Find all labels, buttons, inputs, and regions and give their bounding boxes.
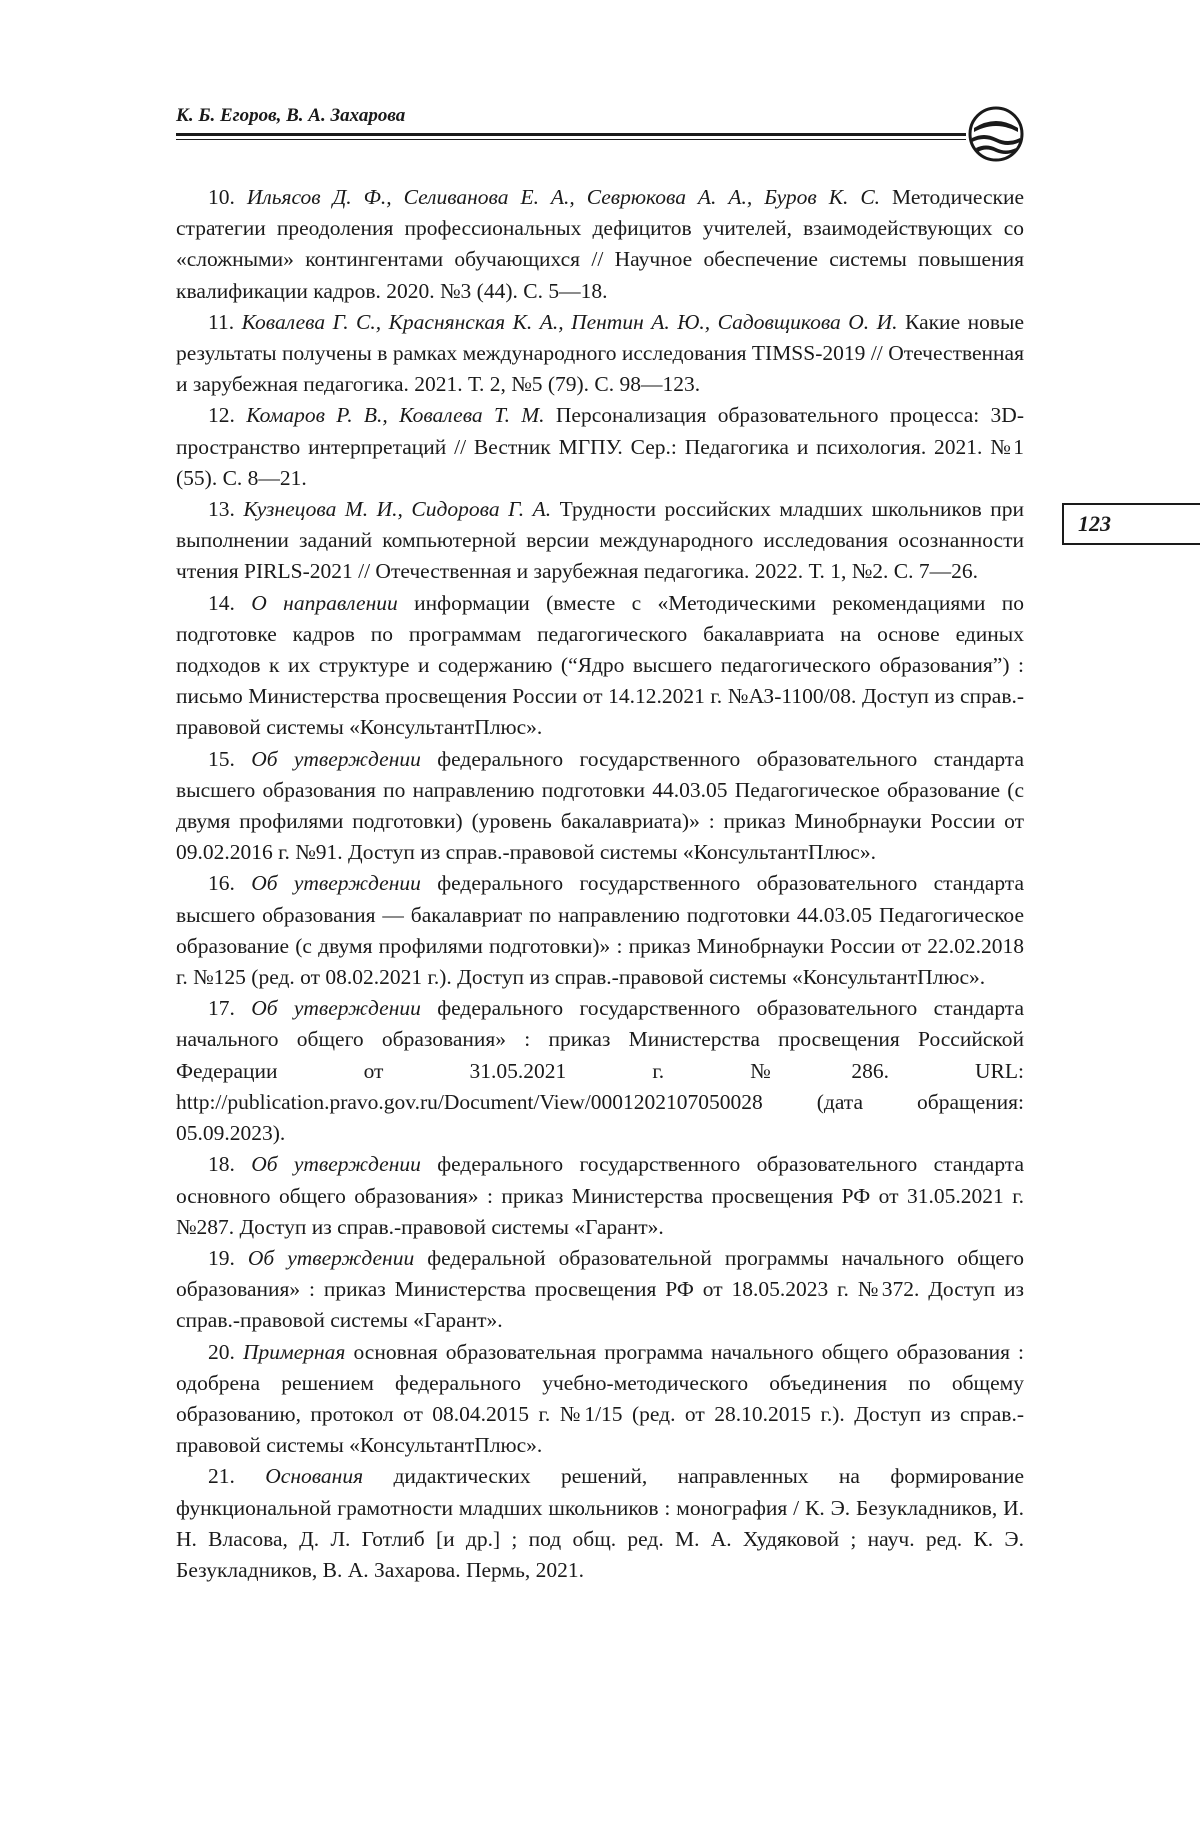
reference-item bbox=[176, 868, 1024, 993]
reference-number: 17. bbox=[208, 996, 235, 1021]
reference-number: 12. bbox=[208, 403, 235, 428]
reference-number: 18. bbox=[208, 1152, 235, 1177]
reference-item bbox=[176, 1337, 1024, 1462]
reference-authors: Об утверждении bbox=[251, 996, 421, 1021]
reference-number: 19. bbox=[208, 1245, 235, 1270]
reference-text: федерального государственного образовательного стандарта высшего образования по направлению подготовки 44.03.05 Педагогическое образование (с двумя профилями подготовки) (уровень бакалавриата)» : приказ Минобрнауки России от 09.02.2016 г. №91. Доступ из справ.-правовой системы «КонсультантПлюс». bbox=[176, 746, 1025, 865]
reference-authors: Ковалева Г. С., Краснянская К. А., Пентин А. Ю., Садовщикова О. И. bbox=[241, 309, 898, 334]
reference-item bbox=[176, 400, 1024, 494]
reference-number: 13. bbox=[208, 497, 235, 522]
reference-number: 14. bbox=[208, 590, 235, 615]
reference-text: Какие новые результаты получены в рамках международного исследования TIMSS-2019 // Отечественная и зарубежная педагогика. 2021. Т. 2, №5 (79). С. 98—123. bbox=[176, 309, 1024, 397]
reference-number: 15. bbox=[208, 746, 235, 771]
reference-text: основная образовательная программа начального общего образования : одобрена решением федерального учебно-методического объединения по общему образованию, протокол от 08.04.2015 г. №1/15 (ред. от 28.10.2015 г.). Доступ из справ.-правовой системы «КонсультантПлюс». bbox=[176, 1339, 1025, 1458]
reference-text: федерального государственного образовательного стандарта основного общего образования» : приказ Министерства просвещения РФ от 31.05.2021 г. №287. Доступ из справ.-правовой системы «Гарант». bbox=[176, 1152, 1025, 1239]
reference-list bbox=[176, 182, 1024, 1586]
reference-item bbox=[176, 1243, 1024, 1337]
reference-number: 11. bbox=[208, 309, 235, 334]
reference-text: федерального государственного образовательного стандарта начального общего образования» : приказ Министерства просвещения Российской Федерации от 31.05.2021 г. №286. URL: http://publication.pravo.gov.ru/Document/View/0001202107050028 (дата обращения: 05.09.2023). bbox=[176, 996, 1025, 1146]
page-number: 123 bbox=[1078, 511, 1111, 536]
reference-authors: Кузнецова М. И., Сидорова Г. А. bbox=[243, 497, 552, 522]
header-rule-thick bbox=[176, 133, 966, 136]
reference-item bbox=[176, 494, 1024, 588]
reference-text: Методические стратегии преодоления профессиональных дефицитов учителей, взаимодействующих со «сложными» контингентами обучающихся // Научное обеспечение системы повышения квалификации кадров. 2020. №3 (44). С. 5—18. bbox=[176, 185, 1025, 303]
reference-item bbox=[176, 1149, 1024, 1243]
reference-number: 20. bbox=[208, 1339, 235, 1364]
reference-text: дидактических решений, направленных на формирование функциональной грамотности младших школьников : монография / К. Э. Безукладников, И. Н. Власова, Д. Л. Готлиб [и др.] ; под общ. ред. М. А. Худяковой ; науч. ред. К. Э. Безукладников, В. А. Захарова. Пермь, 2021. bbox=[176, 1464, 1024, 1582]
reference-authors: Об утверждении bbox=[247, 1245, 415, 1270]
publisher-logo-icon bbox=[966, 104, 1026, 164]
reference-authors: Об утверждении bbox=[251, 871, 421, 896]
reference-item bbox=[176, 1461, 1024, 1586]
reference-number: 21. bbox=[208, 1464, 235, 1489]
reference-authors: Примерная bbox=[242, 1339, 346, 1364]
reference-authors: Основания bbox=[265, 1464, 364, 1489]
reference-authors: О направлении bbox=[251, 590, 398, 615]
reference-authors: Об утверждении bbox=[251, 746, 421, 771]
header-rule-thin bbox=[176, 139, 966, 140]
reference-text: федеральной образовательной программы начального общего образования» : приказ Министерства просвещения РФ от 18.05.2023 г. №372. Доступ из справ.-правовой системы «Гарант». bbox=[176, 1245, 1024, 1333]
reference-text: федерального государственного образовательного стандарта высшего образования — бакалавриат по направлению подготовки 44.03.05 Педагогическое образование (с двумя профилями подготовки)» : приказ Минобрнауки России от 22.02.2018 г. №125 (ред. от 08.02.2021 г.). Доступ из справ.-правовой системы «КонсультантПлюс». bbox=[176, 871, 1025, 990]
reference-item bbox=[176, 307, 1024, 401]
reference-item bbox=[176, 993, 1024, 1149]
running-header bbox=[176, 105, 1026, 145]
reference-number: 16. bbox=[208, 871, 235, 896]
page-number-box bbox=[1062, 503, 1200, 545]
reference-number: 10. bbox=[208, 185, 235, 209]
reference-item bbox=[176, 588, 1024, 744]
running-header-authors: К. Б. Егоров, В. А. Захарова bbox=[176, 105, 406, 126]
reference-text: Персонализация образовательного процесса: 3D-пространство интерпретаций // Вестник МГПУ. Сер.: Педагогика и психология. 2021. №1 (55). С. 8—21. bbox=[176, 403, 1024, 490]
reference-authors: Ильясов Д. Ф., Селиванова Е. А., Севрюкова А. А., Буров К. С. bbox=[246, 185, 881, 209]
reference-text: Трудности российских младших школьников при выполнении заданий компьютерной версии международного исследования осознанности чтения PIRLS-2021 // Отечественная и зарубежная педагогика. 2022. Т. 1, №2. С. 7—26. bbox=[176, 497, 1025, 584]
reference-text: информации (вместе с «Методическими рекомендациями по подготовке кадров по программам педагогического бакалавриата на основе единых подходов к их структуре и содержанию (“Ядро высшего педагогического образования”) : письмо Министерства просвещения России от 14.12.2021 г. №АЗ-1100/08. Доступ из справ.-правовой системы «КонсультантПлюс». bbox=[176, 590, 1024, 740]
reference-authors: Об утверждении bbox=[251, 1152, 421, 1177]
reference-authors: Комаров Р. В., Ковалева Т. М. bbox=[246, 403, 545, 428]
reference-item bbox=[176, 744, 1024, 869]
reference-item bbox=[176, 182, 1024, 307]
